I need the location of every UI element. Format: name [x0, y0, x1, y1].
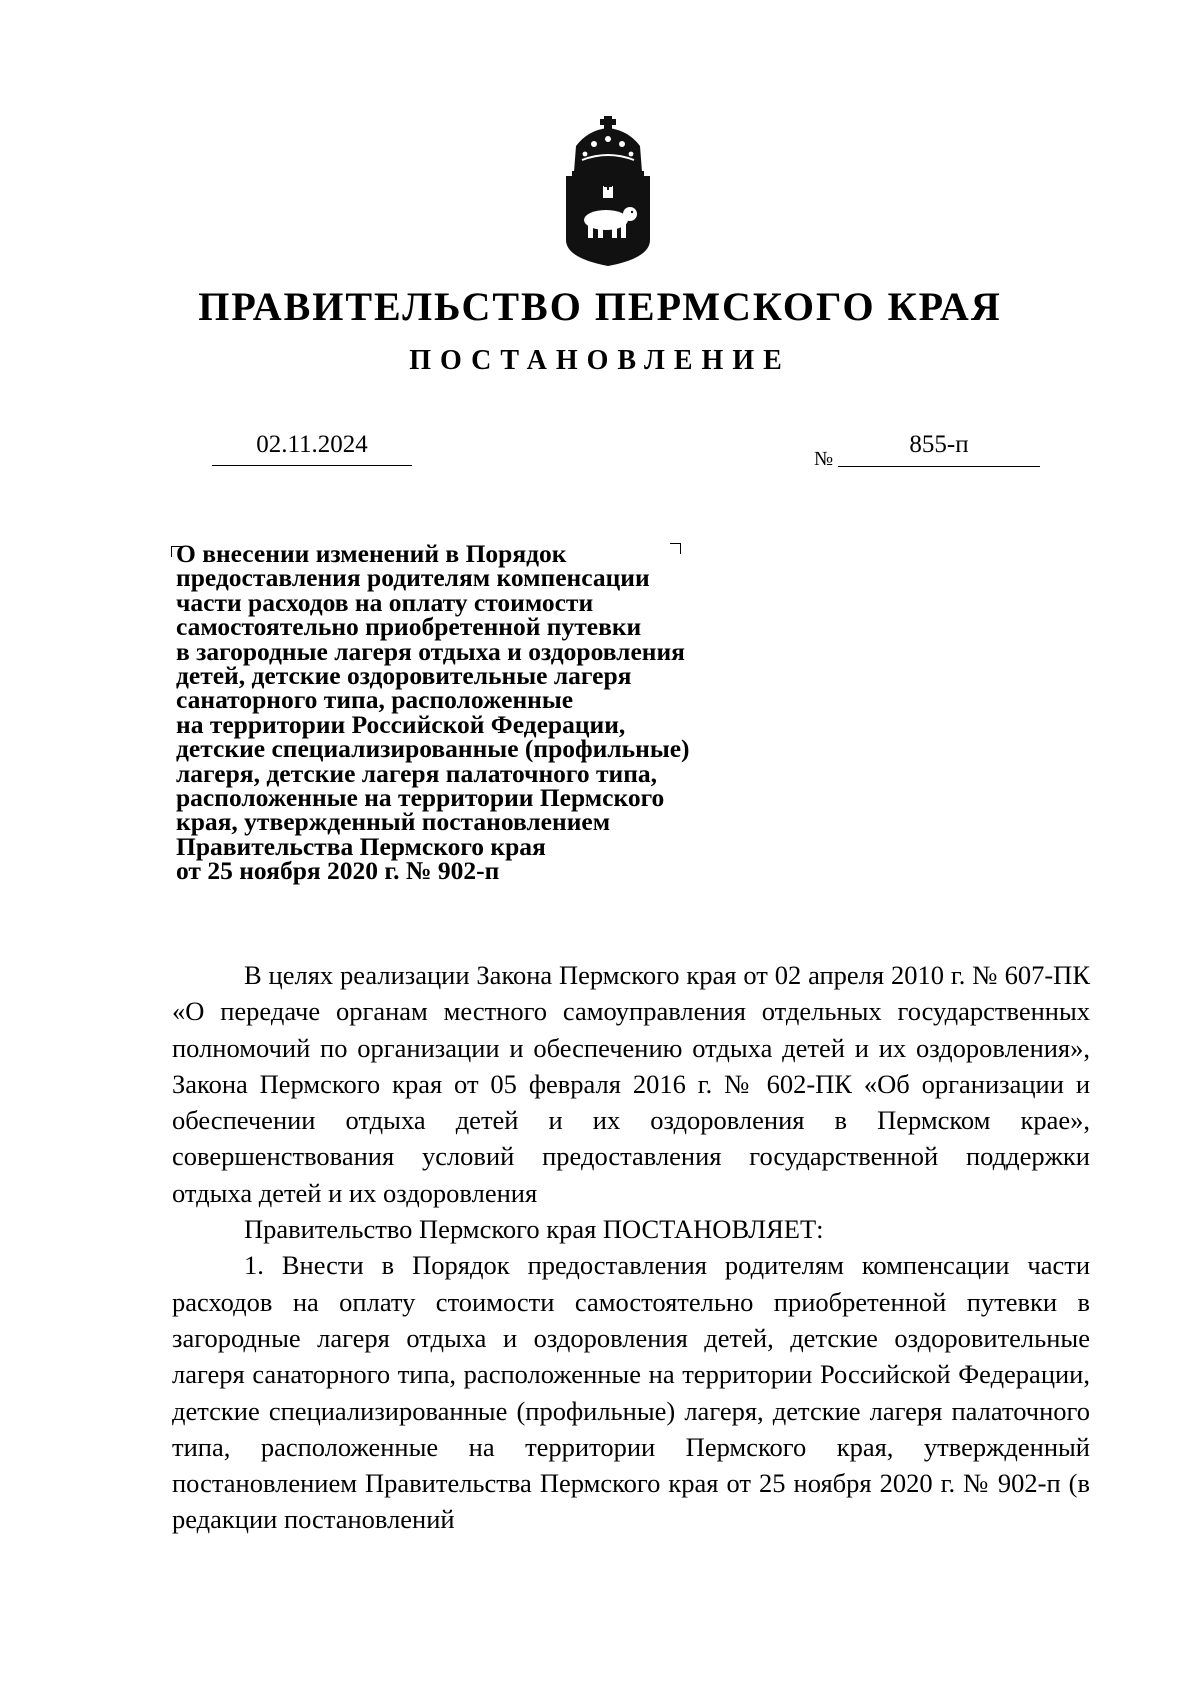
perm-krai-coat-of-arms-icon [560, 116, 656, 268]
government-title: ПРАВИТЕЛЬСТВО ПЕРМСКОГО КРАЯ [198, 284, 1002, 329]
document-number: 855-п [909, 431, 969, 458]
subject-line: части расходов на оплату стоимости [176, 587, 594, 617]
document-subject [176, 539, 776, 886]
number-underline [838, 466, 1040, 467]
number-sign: № [814, 448, 834, 470]
body-paragraph: Правительство Пермского края ПОСТАНОВЛЯЕТ: [244, 1214, 824, 1245]
subject-line: от 25 ноября 2020 г. № 902-п [176, 856, 500, 886]
document-body [172, 957, 1090, 1538]
subject-line: санаторного типа, расположенные [176, 685, 574, 715]
subject-line: в загородные лагеря отдыха и оздоровления [176, 636, 685, 666]
body-paragraph: В целях реализации Закона Пермского края от 02 апреля 2010 г. № 607-ПК «О передаче органам местного самоуправления отдельных государственных полномочий по организации и обеспечению отдыха детей и их оздоровления», Закона Пермского края от 05 февраля 2016 г. № 602-ПК «Об организации и обеспечении отдыха детей и их оздоровления в Пермском крае», совершенствования условий предоставления государственной поддержки отдыха детей и их оздоровления [172, 960, 1090, 1208]
subject-line: лагеря, детские лагеря палаточного типа, [176, 758, 658, 788]
document-type: ПОСТАНОВЛЕНИЕ [409, 345, 791, 376]
subject-line: О внесении изменений в Порядок [176, 539, 567, 568]
subject-line: предоставления родителям компенсации [176, 563, 650, 593]
document-date: 02.11.2024 [256, 431, 368, 458]
subject-line: расположенные на территории Пермского [176, 783, 665, 813]
date-underline [212, 465, 412, 466]
subject-line: Правительства Пермского края [176, 831, 546, 861]
subject-line: детские специализированные (профильные) [176, 734, 690, 764]
subject-line: на территории Российской Федерации, [176, 709, 626, 739]
date-field [212, 428, 412, 466]
subject-line: детей, детские оздоровительные лагеря [176, 661, 632, 691]
subject-line: края, утвержденный постановлением [176, 807, 611, 837]
subject-line: самостоятельно приобретенной путевки [176, 612, 642, 642]
body-paragraph: 1. Внести в Порядок предоставления родителям компенсации части расходов на оплату стоимости самостоятельно приобретенной путевки в загородные лагеря отдыха и оздоровления детей, детские оздоровительные лагеря санаторного типа, расположенные на территории Российской Федерации, детские специализированные (профильные) лагеря, детские лагеря палаточного типа, расположенные на территории Пермского края, утвержденный постановлением Правительства Пермского края от 25 ноября 2020 г. № 902-п (в редакции постановлений [172, 1250, 1090, 1535]
